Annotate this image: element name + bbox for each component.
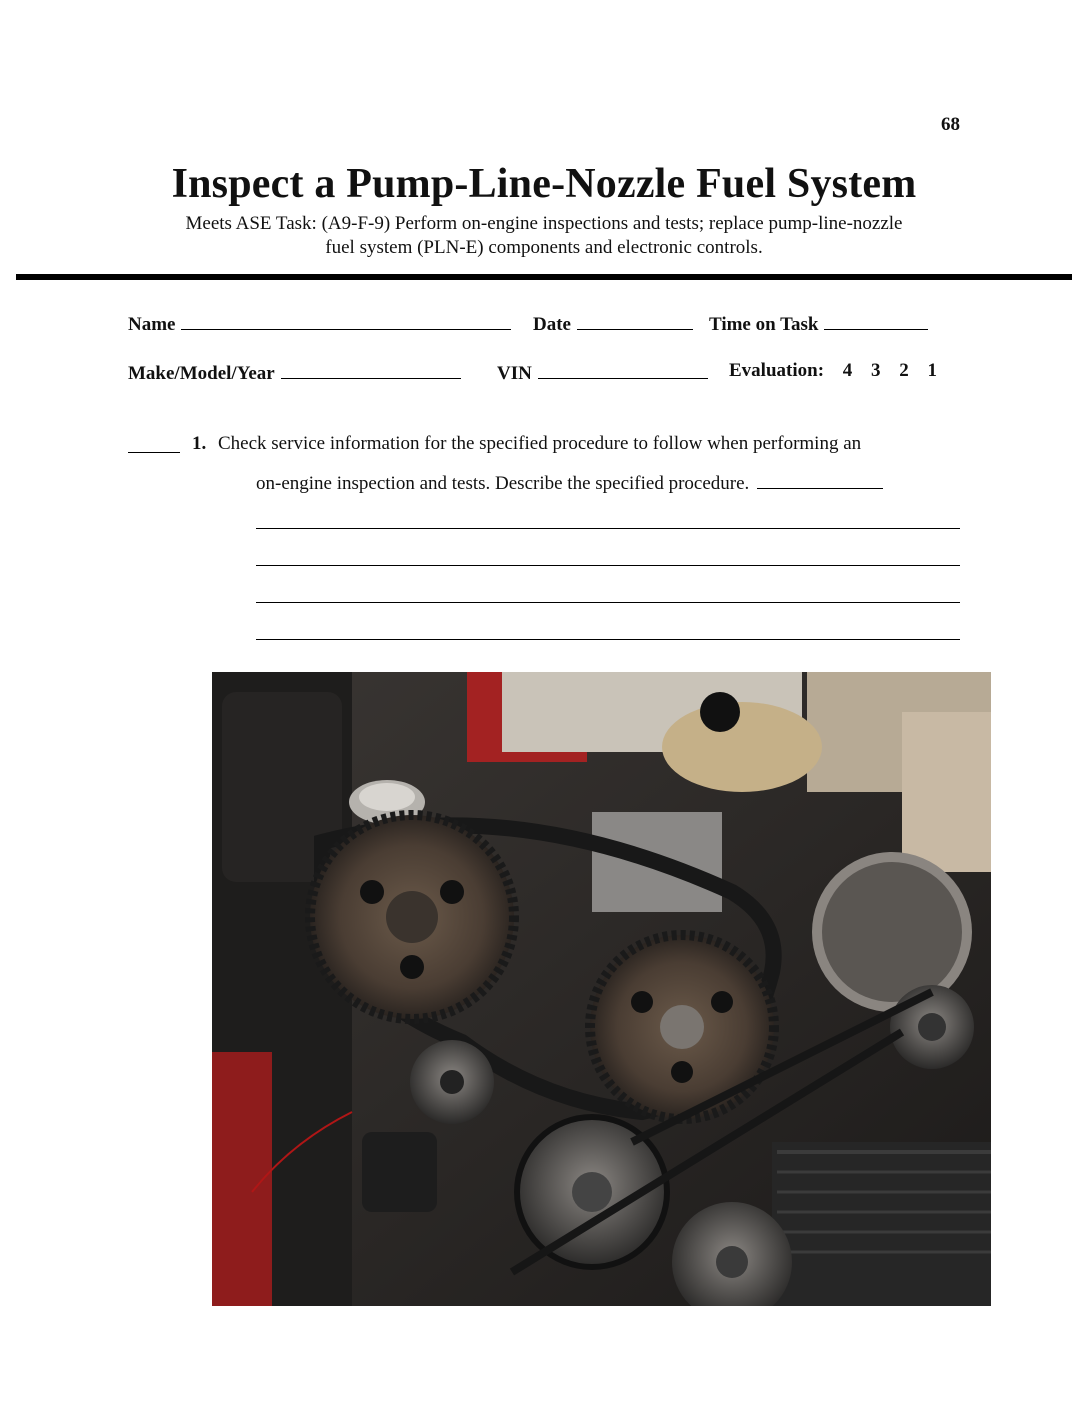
time-on-task-input-line[interactable]	[824, 311, 928, 330]
vin-label: VIN	[497, 363, 532, 384]
answer-line-2[interactable]	[256, 565, 960, 566]
task-description-line-2: fuel system (PLN-E) components and electronic controls.	[325, 237, 763, 258]
step-1-checkoff-line[interactable]	[128, 433, 180, 453]
answer-line-3[interactable]	[256, 602, 960, 603]
task-description	[100, 212, 988, 260]
make-model-year-input-line[interactable]	[281, 360, 461, 379]
step-1-answer-start-line[interactable]	[757, 470, 883, 489]
step-1-text-line-2	[256, 470, 883, 495]
engine-timing-belt-photo	[212, 672, 991, 1306]
vehicle-info-row	[128, 360, 960, 384]
date-input-line[interactable]	[577, 311, 693, 330]
evaluation-score-3[interactable]: 3	[871, 360, 881, 381]
evaluation-score-1[interactable]: 1	[927, 360, 938, 381]
evaluation-field	[729, 360, 937, 382]
step-1-text-line-1: Check service information for the specified procedure to follow when performing an	[218, 433, 862, 454]
name-field	[128, 311, 511, 336]
name-label: Name	[128, 314, 176, 335]
page-title: Inspect a Pump-Line-Nozzle Fuel System	[171, 161, 917, 207]
answer-line-1[interactable]	[256, 528, 960, 529]
time-on-task-field	[709, 311, 928, 336]
page-number: 68	[941, 114, 960, 135]
evaluation-score-2[interactable]: 2	[899, 360, 909, 381]
vin-field	[497, 360, 708, 385]
header-divider	[16, 274, 1072, 280]
answer-line-4[interactable]	[256, 639, 960, 640]
student-info-row	[128, 311, 960, 335]
make-model-year-label: Make/Model/Year	[128, 363, 275, 384]
step-1-number: 1.	[192, 433, 207, 454]
date-field	[533, 311, 693, 336]
step-1-text-line-2-content: on-engine inspection and tests. Describe the specified procedure.	[256, 473, 750, 494]
task-description-line-1: Meets ASE Task: (A9-F-9) Perform on-engine inspections and tests; replace pump-line-nozzle	[185, 213, 903, 234]
date-label: Date	[533, 314, 571, 335]
evaluation-label: Evaluation:	[729, 360, 825, 381]
time-on-task-label: Time on Task	[709, 314, 819, 335]
evaluation-score-4[interactable]: 4	[842, 360, 853, 381]
vin-input-line[interactable]	[538, 360, 708, 379]
make-model-year-field	[128, 360, 461, 385]
name-input-line[interactable]	[181, 311, 511, 330]
